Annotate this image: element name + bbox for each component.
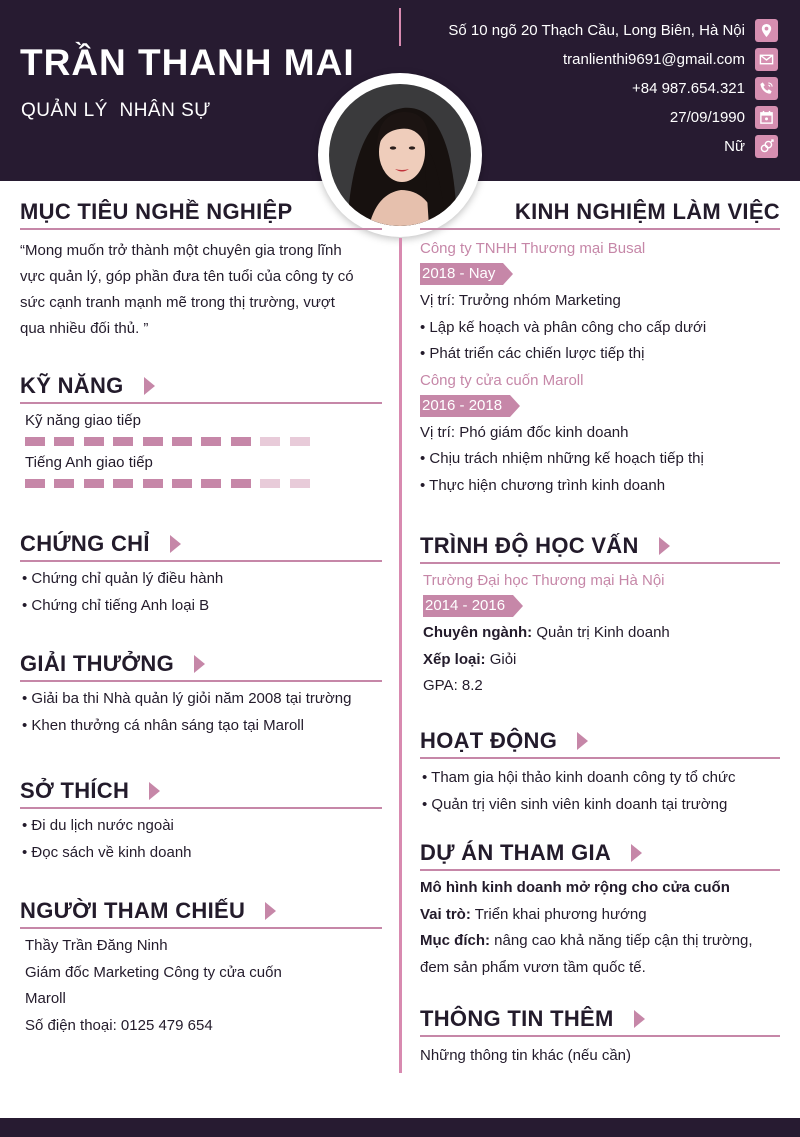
experience-title: KINH NGHIỆM LÀM VIỆC [514,199,780,224]
skill-segment-filled [25,437,45,446]
position-label: Vị trí: [420,292,456,309]
skill-segment-filled [201,479,221,488]
extra-title: THÔNG TIN THÊM [420,1006,614,1031]
reference-position: Maroll [25,990,66,1007]
reference-position: Giám đốc Marketing Công ty cửa cuốn [25,963,282,981]
education-header [420,530,780,564]
reference-name: Thầy Trần Đăng Ninh [25,937,168,954]
references-header [20,895,382,929]
skills-header [20,370,382,404]
skill-segment-filled [25,479,45,488]
objective-line: vực quản lý, góp phần đưa tên tuổi của công ty có [20,268,354,285]
gender-icon [755,135,778,158]
extra-header [420,1003,780,1037]
gender-text: Nữ [724,138,745,155]
company-name: Công ty TNHH Thương mại Busal [420,240,646,257]
address-text: Số 10 ngõ 20 Thạch Cầu, Long Biên, Hà Nội [448,22,745,39]
hobby-item: • Đi du lịch nước ngoài [22,813,382,840]
skill-name: Kỹ năng giao tiếp [25,412,141,429]
hobbies-header [20,775,382,809]
position-value: Phó giám đốc kinh doanh [459,423,629,441]
project-goal-continued: đem sản phẩm vươn tầm quốc tế. [420,958,646,976]
position-value: Trưởng nhóm Marketing [458,292,621,309]
skill-segment-filled [143,437,163,446]
certificate-item: • Chứng chỉ quản lý điều hành [22,566,382,593]
grade-label: Xếp loại: [423,650,486,668]
position-label: Vị trí: [420,423,456,441]
skills-section [20,370,382,494]
skill-segment-filled [113,479,133,488]
skill-segment-filled [84,479,104,488]
references-section [20,895,382,1039]
education-title: TRÌNH ĐỘ HỌC VẤN [420,533,639,558]
skill-segment-empty [290,437,310,446]
certificates-header [20,528,382,562]
project-goal [420,928,780,955]
skill-segment-filled [231,437,251,446]
award-item: • Giải ba thi Nhà quản lý giỏi năm 2008 tại trường [22,686,382,713]
experience-header [420,196,780,230]
contact-phone [448,74,778,103]
skill-name: Tiếng Anh giao tiếp [25,454,153,471]
skill-segment-filled [231,479,251,488]
skill-segment-filled [113,437,133,446]
awards-title: GIẢI THƯỞNG [20,651,174,676]
period-tag: 2014 - 2016 [423,595,513,617]
company-name: Công ty cửa cuốn Maroll [420,371,584,389]
section-arrow-icon [170,535,181,553]
skill-segment-filled [172,437,192,446]
hobby-item: • Đọc sách về kinh doanh [22,840,382,867]
education-major [423,620,780,647]
objective-header [20,196,382,230]
project-name-text: Mô hình kinh doanh mở rộng cho cửa cuốn [420,879,730,896]
duty-item: • Thực hiện chương trình kinh doanh [420,473,780,500]
section-arrow-icon [265,902,276,920]
skill-segment-filled [54,437,74,446]
major-value: Quản trị Kinh doanh [536,624,670,641]
activities-title: HOẠT ĐỘNG [420,728,558,753]
section-arrow-icon [194,655,205,673]
duty-item: • Chịu trách nhiệm những kế hoạch tiếp thị [420,446,780,473]
section-arrow-icon [577,732,588,750]
education-section [420,530,780,700]
skill-segment-filled [201,437,221,446]
activities-section [420,725,780,818]
education-grade [423,647,780,674]
experience-section [420,196,780,499]
skill-segment-filled [143,479,163,488]
period-tag: 2018 - Nay [420,263,503,285]
certificates-section [20,528,382,619]
certificate-item: • Chứng chỉ tiếng Anh loại B [22,593,382,620]
goal-label: Mục đích: [420,932,490,949]
contact-address [448,16,778,45]
activity-item: • Tham gia hội thảo kinh doanh công ty tổ chức [422,765,780,792]
awards-header [20,648,382,682]
duty-item: • Phát triển các chiến lược tiếp thị [420,341,780,368]
phone-icon [755,77,778,100]
section-arrow-icon [631,844,642,862]
contact-list [448,16,778,161]
header-divider [399,8,401,46]
contact-gender [448,132,778,161]
skills-title: KỸ NĂNG [20,373,124,398]
role-label: Vai trò: [420,905,471,923]
section-arrow-icon [149,782,160,800]
activity-item: • Quản trị viên sinh viên kinh doanh tại trường [422,792,780,819]
birthday-text: 27/09/1990 [669,109,745,126]
education-gpa [423,673,780,700]
calendar-icon [755,106,778,129]
reference-phone [25,1013,382,1040]
section-arrow-icon [634,1010,645,1028]
skill-level-bar [25,479,382,488]
objective-line: “Mong muốn trở thành một chuyên gia trong lĩnh [20,242,342,259]
footer-bar [0,1118,800,1137]
skill-segment-empty [290,479,310,488]
period-tag: 2016 - 2018 [420,395,510,417]
section-arrow-icon [144,377,155,395]
gpa-value: 8.2 [461,677,483,694]
awards-section [20,648,382,739]
skill-segment-empty [260,479,280,488]
job-position [420,288,780,315]
activities-header [420,725,780,759]
objective-section [20,196,382,342]
contact-email [448,45,778,74]
projects-header [420,837,780,871]
job-position [420,420,780,447]
award-item: • Khen thưởng cá nhân sáng tạo tại Maroll [22,713,382,740]
references-title: NGƯỜI THAM CHIẾU [20,898,246,923]
extra-section [420,1003,780,1070]
project-name [420,875,780,902]
role-value: Triển khai phương hướng [474,905,647,923]
phone-label: Số điện thoại: [25,1016,117,1034]
column-divider [399,238,402,1073]
candidate-role: QUẢN LÝ NHÂN SỰ [21,100,211,121]
grade-value: Giỏi [489,650,517,668]
projects-section [420,837,780,981]
major-label: Chuyên ngành: [423,624,533,641]
skill-segment-filled [54,479,74,488]
project-role [420,902,780,929]
candidate-name: TRẦN THANH MAI [20,42,355,83]
skill-segment-filled [172,479,192,488]
certificates-title: CHỨNG CHỈ [20,531,150,556]
gpa-label: GPA: [423,677,458,694]
hobbies-title: SỞ THÍCH [20,778,130,803]
phone-value: 0125 479 654 [120,1016,213,1034]
email-text[interactable]: tranlienthi9691@gmail.com [563,51,745,68]
objective-line: sức cạnh tranh mạnh mẽ trong thị trường, vượt [20,294,335,311]
contact-birthday [448,103,778,132]
phone-text[interactable]: +84 987.654.321 [631,80,745,97]
goal-value: nâng cao khả năng tiếp cận thị trường, [494,932,753,949]
section-arrow-icon [659,537,670,555]
hobbies-section [20,775,382,866]
duty-item: • Lập kế hoạch và phân công cho cấp dưới [420,315,780,342]
skill-segment-filled [84,437,104,446]
school-name: Trường Đại học Thương mại Hà Nội [423,572,665,589]
skill-level-bar [25,437,382,446]
skill-segment-empty [260,437,280,446]
projects-title: DỰ ÁN THAM GIA [420,840,612,865]
envelope-icon [755,48,778,71]
objective-line: qua nhiều đối thủ. ” [20,320,149,337]
location-pin-icon [755,19,778,42]
objective-title: MỤC TIÊU NGHỀ NGHIỆP [20,199,293,224]
extra-text: Những thông tin khác (nếu cần) [420,1047,632,1064]
